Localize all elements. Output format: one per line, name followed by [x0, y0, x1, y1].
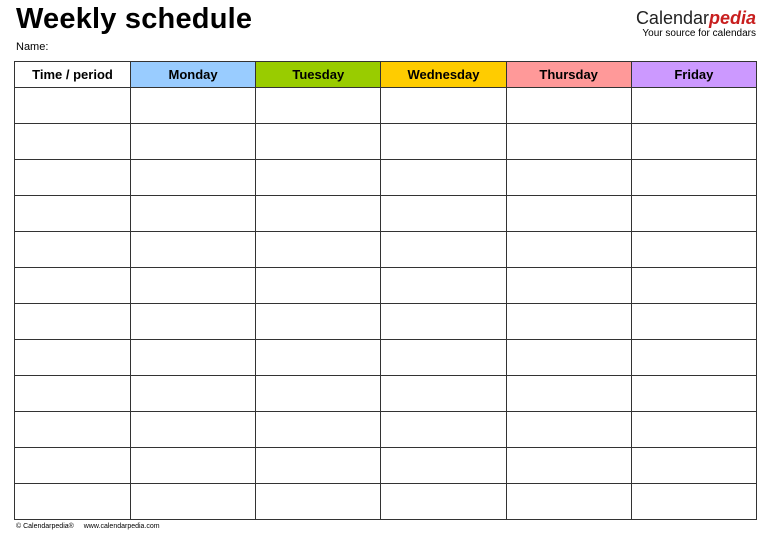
schedule-cell[interactable] — [131, 412, 256, 448]
schedule-cell[interactable] — [381, 412, 506, 448]
schedule-cell[interactable] — [381, 484, 506, 520]
schedule-row — [15, 232, 757, 268]
brand-tagline: Your source for calendars — [642, 28, 756, 39]
schedule-row — [15, 412, 757, 448]
brand-logo — [636, 9, 756, 39]
schedule-cell[interactable] — [131, 340, 256, 376]
schedule-cell[interactable] — [131, 448, 256, 484]
time-period-cell[interactable] — [15, 340, 131, 376]
name-label: Name: — [16, 41, 49, 53]
schedule-cell[interactable] — [256, 304, 381, 340]
schedule-cell[interactable] — [506, 412, 631, 448]
time-period-cell[interactable] — [15, 124, 131, 160]
schedule-cell[interactable] — [631, 448, 756, 484]
schedule-cell[interactable] — [631, 376, 756, 412]
schedule-cell[interactable] — [506, 304, 631, 340]
time-period-cell[interactable] — [15, 88, 131, 124]
schedule-cell[interactable] — [131, 160, 256, 196]
schedule-row — [15, 124, 757, 160]
schedule-cell[interactable] — [256, 376, 381, 412]
time-period-cell[interactable] — [15, 376, 131, 412]
schedule-cell[interactable] — [256, 412, 381, 448]
schedule-cell[interactable] — [631, 304, 756, 340]
schedule-cell[interactable] — [381, 232, 506, 268]
schedule-cell[interactable] — [256, 448, 381, 484]
schedule-cell[interactable] — [381, 340, 506, 376]
schedule-cell[interactable] — [256, 160, 381, 196]
schedule-cell[interactable] — [381, 268, 506, 304]
schedule-cell[interactable] — [256, 196, 381, 232]
header-monday: Monday — [131, 62, 256, 88]
schedule-row — [15, 196, 757, 232]
schedule-cell[interactable] — [381, 304, 506, 340]
schedule-cell[interactable] — [631, 268, 756, 304]
header-wednesday: Wednesday — [381, 62, 506, 88]
schedule-cell[interactable] — [381, 124, 506, 160]
schedule-cell[interactable] — [131, 484, 256, 520]
schedule-cell[interactable] — [631, 88, 756, 124]
schedule-row — [15, 268, 757, 304]
page-title: Weekly schedule — [16, 3, 253, 35]
footer-website[interactable]: www.calendarpedia.com — [83, 523, 160, 530]
schedule-table — [14, 61, 757, 520]
time-period-cell[interactable] — [15, 232, 131, 268]
header-time-period: Time / period — [15, 62, 131, 88]
schedule-cell[interactable] — [256, 268, 381, 304]
schedule-cell[interactable] — [631, 340, 756, 376]
schedule-cell[interactable] — [631, 484, 756, 520]
header-friday: Friday — [631, 62, 756, 88]
schedule-row — [15, 160, 757, 196]
schedule-cell[interactable] — [131, 196, 256, 232]
schedule-cell[interactable] — [131, 232, 256, 268]
schedule-cell[interactable] — [131, 376, 256, 412]
schedule-cell[interactable] — [506, 376, 631, 412]
schedule-cell[interactable] — [381, 160, 506, 196]
footer — [16, 523, 160, 530]
schedule-cell[interactable] — [631, 124, 756, 160]
time-period-cell[interactable] — [15, 448, 131, 484]
schedule-cell[interactable] — [131, 88, 256, 124]
schedule-cell[interactable] — [506, 448, 631, 484]
time-period-cell[interactable] — [15, 484, 131, 520]
schedule-cell[interactable] — [506, 484, 631, 520]
schedule-cell[interactable] — [506, 160, 631, 196]
schedule-cell[interactable] — [131, 124, 256, 160]
schedule-cell[interactable] — [381, 448, 506, 484]
brand-name-part2: pedia — [708, 8, 756, 28]
schedule-cell[interactable] — [381, 88, 506, 124]
schedule-cell[interactable] — [256, 340, 381, 376]
schedule-cell[interactable] — [506, 88, 631, 124]
time-period-cell[interactable] — [15, 412, 131, 448]
schedule-row — [15, 448, 757, 484]
schedule-cell[interactable] — [506, 196, 631, 232]
schedule-cell[interactable] — [381, 196, 506, 232]
schedule-cell[interactable] — [506, 340, 631, 376]
schedule-row — [15, 484, 757, 520]
schedule-row — [15, 304, 757, 340]
schedule-cell[interactable] — [131, 268, 256, 304]
schedule-cell[interactable] — [256, 88, 381, 124]
schedule-cell[interactable] — [506, 232, 631, 268]
schedule-cell[interactable] — [506, 124, 631, 160]
header-thursday: Thursday — [506, 62, 631, 88]
time-period-cell[interactable] — [15, 304, 131, 340]
schedule-cell[interactable] — [256, 484, 381, 520]
time-period-cell[interactable] — [15, 160, 131, 196]
schedule-row — [15, 88, 757, 124]
schedule-cell[interactable] — [631, 160, 756, 196]
schedule-cell[interactable] — [631, 412, 756, 448]
schedule-cell[interactable] — [256, 124, 381, 160]
time-period-cell[interactable] — [15, 196, 131, 232]
schedule-row — [15, 376, 757, 412]
schedule-cell[interactable] — [131, 304, 256, 340]
schedule-row — [15, 340, 757, 376]
footer-copyright: © Calendarpedia® — [16, 523, 74, 530]
schedule-cell[interactable] — [506, 268, 631, 304]
schedule-cell[interactable] — [381, 376, 506, 412]
schedule-cell[interactable] — [256, 232, 381, 268]
header-tuesday: Tuesday — [256, 62, 381, 88]
schedule-cell[interactable] — [631, 232, 756, 268]
header-row — [15, 62, 757, 88]
brand-name-part1: Calendar — [635, 8, 709, 28]
time-period-cell[interactable] — [15, 268, 131, 304]
schedule-cell[interactable] — [631, 196, 756, 232]
